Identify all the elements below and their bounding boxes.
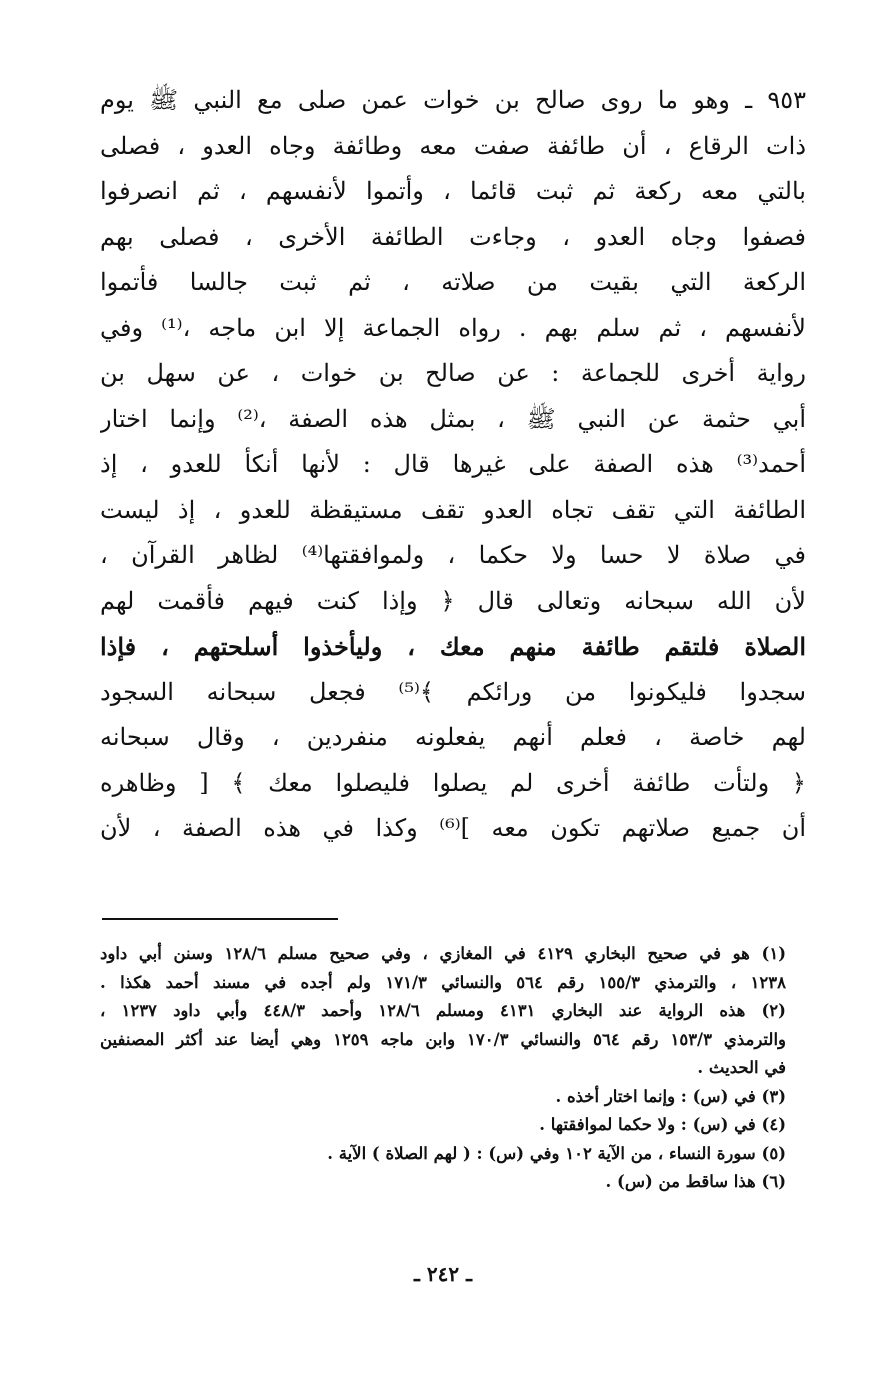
footnotes-block <box>100 940 786 1197</box>
text-line-9: أحمد⁽³⁾ هذه الصفة على غيرها قال : لأنها أنكأ للعدو ، إذ <box>100 450 806 478</box>
text-line-3: بالتي معه ركعة ثم ثبت قائما ، وأتموا لأنفسهم ، ثم انصرفوا <box>100 177 806 205</box>
footnote-line-9: (٦) هذا ساقط من (س) . <box>605 1172 786 1191</box>
footnote-line-5: في الحديث . <box>697 1058 786 1077</box>
footnote-line-7: (٤) في (س) : ولا حكما لموافقتها . <box>539 1115 786 1134</box>
text-line-8: أبي حثمة عن النبي ﷺ ، بمثل هذه الصفة ،⁽²⁾ وإنما اختار <box>100 404 806 433</box>
text-line-13: الصلاة فلتقم طائفة منهم معك ، وليأخذوا أسلحتهم ، فإذا <box>100 632 806 661</box>
footnote-line-6: (٣) في (س) : وإنما اختار أخذه . <box>555 1086 786 1106</box>
footnote-line-2: ١٢٣٨ ، والترمذي ١٥٥/٣ رقم ٥٦٤ والنسائي ١٧١/٣ ولم أجده في مسند أحمد هكذا . <box>100 972 786 992</box>
text-line-17: أن جميع صلاتهم تكون معه ]⁽⁶⁾ وكذا في هذه الصفة ، لأن <box>100 814 806 842</box>
footnote-divider <box>102 918 338 920</box>
footnote-line-4: والترمذي ١٥٣/٣ رقم ٥٦٤ والنسائي ١٧٠/٣ وابن ماجه ١٢٥٩ وهي أيضا عند أكثر المصنفين <box>100 1029 786 1049</box>
page-number: ـ ٢٤٢ ـ <box>414 1262 472 1286</box>
text-line-2: ذات الرقاع ، أن طائفة صفت معه وطائفة وجاه العدو ، فصلى <box>100 131 806 160</box>
text-line-16: ﴿ ولتأت طائفة أخرى لم يصلوا فليصلوا معك ﴾ [ وظاهره <box>100 768 806 797</box>
footnote-line-3: (٢) هذه الرواية عند البخاري ٤١٣١ ومسلم ١٢٨/٦ وأحمد ٤٤٨/٣ وأبي داود ١٢٣٧ ، <box>100 1001 786 1020</box>
text-line-12: لأن الله سبحانه وتعالى قال ﴿ وإذا كنت فيهم فأقمت لهم <box>100 586 806 615</box>
footnote-line-8: (٥) سورة النساء ، من الآية ١٠٢ وفي (س) : ( لهم الصلاة ) الآية . <box>327 1143 786 1163</box>
text-line-7: رواية أخرى للجماعة : عن صالح بن خوات ، عن سهل بن <box>100 359 806 387</box>
footnote-line-1: (١) هو في صحيح البخاري ٤١٢٩ في المغازي ، وفي صحيح مسلم ١٢٨/٦ وسنن أبي داود <box>100 944 786 963</box>
text-line-6: لأنفسهم ، ثم سلم بهم . رواه الجماعة إلا ابن ماجه ،⁽¹⁾ وفي <box>100 313 806 342</box>
text-line-4: فصفوا وجاه العدو ، وجاءت الطائفة الأخرى ، فصلى بهم <box>100 222 806 251</box>
text-line-14: سجدوا فليكونوا من ورائكم ﴾⁽⁵⁾ فجعل سبحانه السجود <box>100 677 806 706</box>
text-line-1: ٩٥٣ ـ وهو ما روى صالح بن خوات عمن صلى مع النبي ﷺ يوم <box>100 86 806 114</box>
text-line-15: لهم خاصة ، فعلم أنهم يفعلونه منفردين ، وقال سبحانه <box>100 723 806 751</box>
text-line-10: الطائفة التي تقف تجاه العدو تقف مستيقظة للعدو ، إذ ليست <box>100 495 806 524</box>
text-line-5: الركعة التي بقيت من صلاته ، ثم ثبت جالسا فأتموا <box>100 268 806 296</box>
text-line-11: في صلاة لا حسا ولا حكما ، ولموافقتها⁽⁴⁾ لظاهر القرآن ، <box>100 541 806 569</box>
main-text-block <box>100 78 806 852</box>
